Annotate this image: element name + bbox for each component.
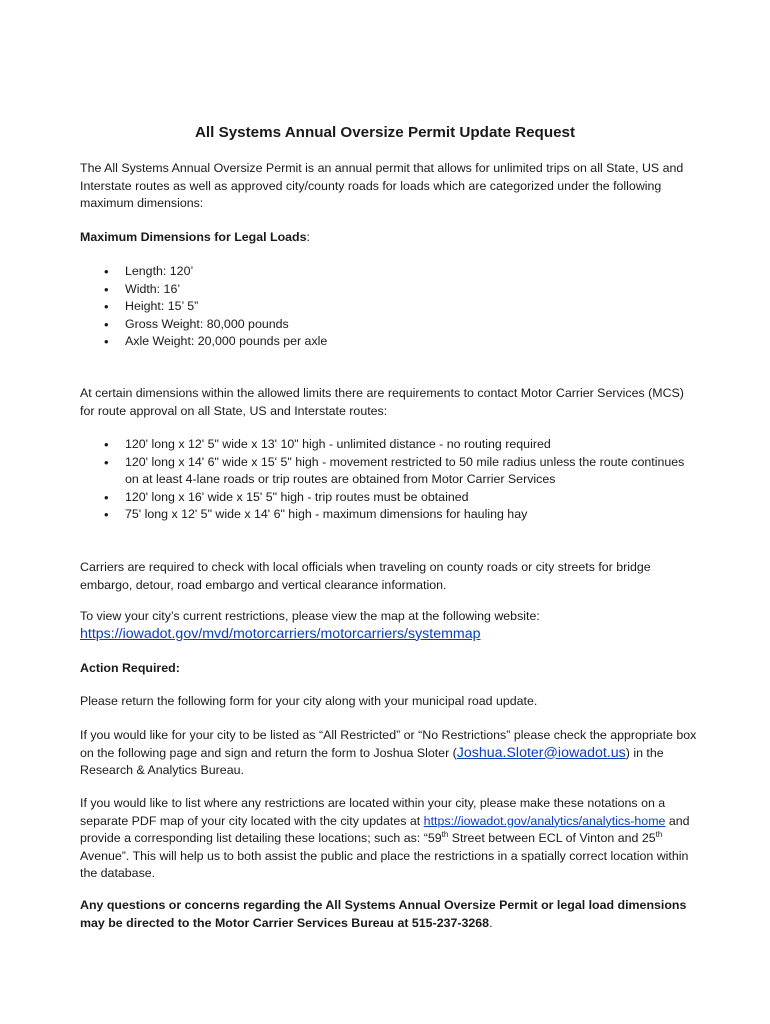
page-title: All Systems Annual Oversize Permit Update Request (194, 124, 576, 141)
ordinal-suffix: th (655, 829, 663, 839)
questions-end: . (489, 915, 493, 930)
carriers-paragraph: Carriers are required to check with local officials when traveling on county roads or city streets for bridge embargo, detour, road embargo and vertical clearance information. (80, 560, 651, 592)
max-dimensions-list (80, 263, 700, 351)
listed-text-before: If you would like for your city to be listed as “All Restricted” or “No Restrictions” please check the appropriate box on the following page and sign and return the form to Joshua Sloter ( (80, 728, 697, 760)
analytics-link[interactable]: https://iowadot.gov/analytics/analytics-home (423, 813, 666, 828)
action-required-heading: Action Required: (80, 661, 180, 675)
restrictions-text-3: Street between ECL of Vinton and 25 (448, 831, 656, 845)
list-item: • Width: 16’ (80, 281, 700, 299)
restrictions-text-1: If you would like to list where any restrictions are located within your city, please make these notations on a separate PDF map of your city located with the city updates at (80, 796, 666, 828)
systemmap-link[interactable]: https://iowadot.gov/mvd/motorcarriers/motorcarriers/systemmap (80, 625, 481, 642)
list-item: • Length: 120’ (80, 263, 700, 281)
max-dimensions-colon: : (306, 230, 310, 244)
questions-paragraph (80, 897, 700, 932)
list-item: • Gross Weight: 80,000 pounds (80, 316, 700, 334)
mcs-intro-paragraph: At certain dimensions within the allowed limits there are requirements to contact Motor Carrier Services (MCS) for route approval on all State, US and Interstate routes: (80, 386, 684, 418)
listed-text-after: ) in the Research & Analytics Bureau. (80, 745, 664, 777)
restrictions-paragraph (80, 795, 700, 883)
list-item: • 120' long x 14' 6" wide x 15' 5" high - movement restricted to 50 mile radius unless the route continues on at least 4-lane roads or trip routes are obtained from Motor Carrier Services (80, 454, 700, 489)
map-text: To view your city’s current restrictions, please view the map at the following website: (80, 609, 540, 623)
listed-paragraph (80, 727, 700, 780)
list-item: • 75' long x 12' 5" wide x 14' 6" high - maximum dimensions for hauling hay (80, 506, 700, 524)
email-link[interactable]: Joshua.Sloter@iowadot.us (456, 744, 626, 761)
map-paragraph (80, 608, 700, 643)
list-item: • 120' long x 16' wide x 15' 5" high - trip routes must be obtained (80, 489, 700, 507)
max-dimensions-heading-line (80, 229, 700, 247)
questions-text: Any questions or concerns regarding the All Systems Annual Oversize Permit or legal load dimensions may be directed to the Motor Carrier Services Bureau at 515-237-3268 (80, 898, 687, 930)
max-dimensions-heading: Maximum Dimensions for Legal Loads (80, 230, 307, 244)
ordinal-suffix: th (441, 829, 449, 839)
restrictions-text-4: Avenue”. This will help us to both assist the public and place the restrictions in a spatially correct location within the database. (80, 848, 689, 880)
restrictions-text-2: and provide a corresponding list detailing these locations; such as: “59 (80, 813, 690, 845)
return-form-paragraph: Please return the following form for your city along with your municipal road update. (80, 694, 538, 708)
list-item: • Axle Weight: 20,000 pounds per axle (80, 333, 700, 351)
list-item: • Height: 15’ 5” (80, 298, 700, 316)
mcs-dimensions-list (80, 436, 700, 524)
list-item: • 120' long x 12' 5" wide x 13' 10" high - unlimited distance - no routing required (80, 436, 700, 454)
intro-paragraph: The All Systems Annual Oversize Permit is an annual permit that allows for unlimited trips on all State, US and Interstate routes as well as approved city/county roads for loads which are categorized under the following maximum dimensions: (80, 161, 684, 210)
